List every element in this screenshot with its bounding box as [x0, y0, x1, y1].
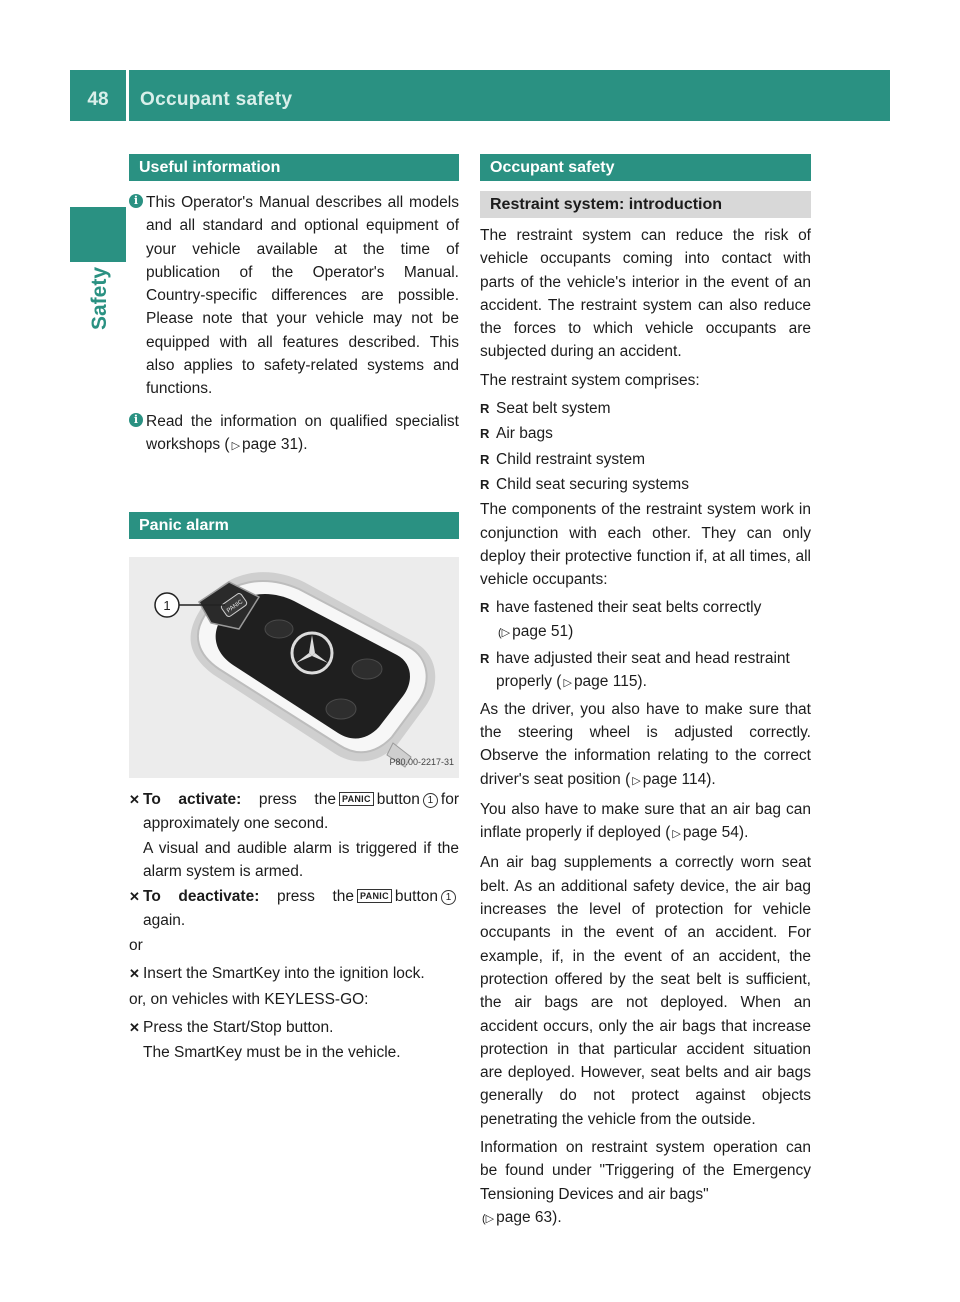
list-item-text: have fastened their seat belts correctly [496, 599, 762, 617]
list-item [480, 596, 811, 645]
step-arrow-icon: ✕ [129, 966, 140, 982]
bullet-icon: R [480, 600, 490, 616]
activate-note: A visual and audible alarm is triggered if the alarm system is armed. [143, 839, 459, 881]
list-item-text: Child seat securing systems [496, 475, 689, 493]
list-item-text: have adjusted their seat and head restraint properly ( [496, 650, 790, 691]
panic-button-label: PANIC [226, 599, 245, 615]
or-text: or [129, 937, 143, 955]
page-reference-link[interactable]: page 31). [242, 435, 308, 453]
panic-symbol: PANIC [357, 889, 392, 903]
page-title: Occupant safety [140, 89, 293, 110]
step-label: To deactivate: [143, 888, 260, 906]
paragraph: The components of the restraint system work in conjunction with each other. They can only deploy their protective function if, at all times, all vehicle occupants: [480, 501, 811, 589]
or-keyless-text: or, on vehicles with KEYLESS-GO: [129, 990, 369, 1008]
page-ref-arrow-icon: (▷ [498, 626, 511, 639]
step-text: press the [276, 888, 355, 906]
list-item-text: Seat belt system [496, 400, 611, 418]
page-reference-link[interactable]: page 63). [496, 1208, 562, 1226]
page-reference-link[interactable]: page 114). [642, 770, 716, 788]
useful-information-heading: Useful information [129, 154, 459, 181]
info-note-text: This Operator's Manual describes all models and all standard and optional equipment of your vehicle available at the time of publication of the Operator's Manual. Country-specific differences are possible. Please note that your vehicle may not be equipped with all features described. This also applies to safety-related systems and functions. [146, 194, 459, 398]
info-note-text: Read the information on qualified specialist workshops ( [146, 412, 459, 453]
paragraph: An air bag supplements a correctly worn seat belt. As an additional safety device, the air bag increases the level of protection for vehicle occupants in the event of an accident. For example, if, in the event of an accident, the protection offered by the seat belt is sufficient, the air bags are not deployed. When an accident occurs, only the air bags that increase protection in that particular accident situation are deployed. However, seat belts and air bags generally do not protect against objects penetrating the vehicle from the outside. [480, 854, 811, 1128]
bullet-icon: R [480, 451, 490, 467]
callout-symbol: 1 [441, 890, 456, 905]
side-tab-marker [70, 207, 126, 262]
step-text: button [376, 791, 420, 809]
callout-symbol: 1 [423, 793, 438, 808]
page-reference-link[interactable]: page 115). [573, 673, 647, 691]
step-text: button [394, 888, 438, 906]
page-ref-arrow-icon: ▷ [231, 439, 241, 452]
info-note [129, 191, 459, 401]
step-text: Insert the SmartKey into the ignition lock. [143, 965, 425, 983]
page-ref-arrow-icon: ▷ [563, 677, 572, 690]
page-ref-arrow-icon: (▷ [482, 1212, 495, 1225]
paragraph: The restraint system comprises: [480, 371, 700, 389]
figure-callout-1: 1 [163, 598, 171, 614]
paragraph: The restraint system can reduce the risk of vehicle occupants coming into contact with parts of the vehicle's interior in the event of an accident. The restraint system can also reduce the forces to which vehicle occupants are subjected during an accident. [480, 227, 811, 361]
step-arrow-icon: ✕ [129, 792, 140, 808]
list-item [480, 448, 811, 471]
restraint-system-subheading: Restraint system: introduction [480, 191, 811, 218]
paragraph-text: As the driver, you also have to make sure that the steering wheel is adjusted correctly. Observe the information relating to the correct driver's seat position ( [480, 700, 811, 788]
figure-code: P80.00-2217-31 [389, 756, 454, 767]
step-label: To activate: [143, 791, 242, 809]
step-activate [129, 788, 459, 835]
smartkey-illustration [129, 557, 459, 778]
occupant-safety-heading: Occupant safety [480, 154, 811, 181]
list-item [480, 422, 811, 445]
step-text: again. [143, 911, 186, 929]
panic-alarm-heading: Panic alarm [129, 512, 459, 539]
press-start-note: The SmartKey must be in the vehicle. [143, 1044, 401, 1062]
step-insert [129, 962, 459, 985]
info-note [129, 410, 459, 459]
paragraph-text: You also have to make sure that an air bag can inflate properly if deployed ( [480, 800, 811, 842]
paragraph [480, 798, 811, 847]
header-separator [126, 70, 129, 121]
bullet-icon: R [480, 476, 490, 492]
left-column [129, 154, 459, 1067]
bullet-icon: R [480, 401, 490, 417]
step-text: for approximately one second. [143, 791, 459, 832]
page-ref-arrow-icon: ▷ [672, 828, 681, 841]
info-icon: i [129, 413, 143, 427]
smartkey-figure [129, 557, 459, 778]
page-reference-link[interactable]: page 54). [682, 824, 749, 842]
paragraph [480, 698, 811, 793]
list-item-text: Child restraint system [496, 450, 646, 468]
page-ref-arrow-icon: ▷ [632, 774, 641, 787]
page-reference-link[interactable]: page 51) [512, 622, 574, 640]
side-tab-label: Safety [88, 266, 111, 330]
bullet-icon: R [480, 651, 490, 667]
step-arrow-icon: ✕ [129, 1019, 140, 1035]
step-press-start [129, 1016, 459, 1039]
right-column [480, 154, 811, 1236]
list-item [480, 473, 811, 496]
paragraph [480, 1136, 811, 1231]
step-arrow-icon: ✕ [129, 889, 140, 905]
step-text: press the [258, 791, 336, 809]
paragraph-text: Information on restraint system operation can be found under "Triggering of the Emergency Tensioning Devices and air bags" [480, 1138, 811, 1203]
page-number: 48 [87, 89, 109, 110]
list-item [480, 397, 811, 420]
info-icon: i [129, 194, 143, 208]
step-text: Press the Start/Stop button. [143, 1018, 334, 1036]
list-item [480, 647, 811, 696]
bullet-icon: R [480, 426, 490, 442]
step-deactivate [129, 885, 459, 932]
panic-symbol: PANIC [339, 792, 374, 806]
list-item-text: Air bags [496, 425, 553, 443]
